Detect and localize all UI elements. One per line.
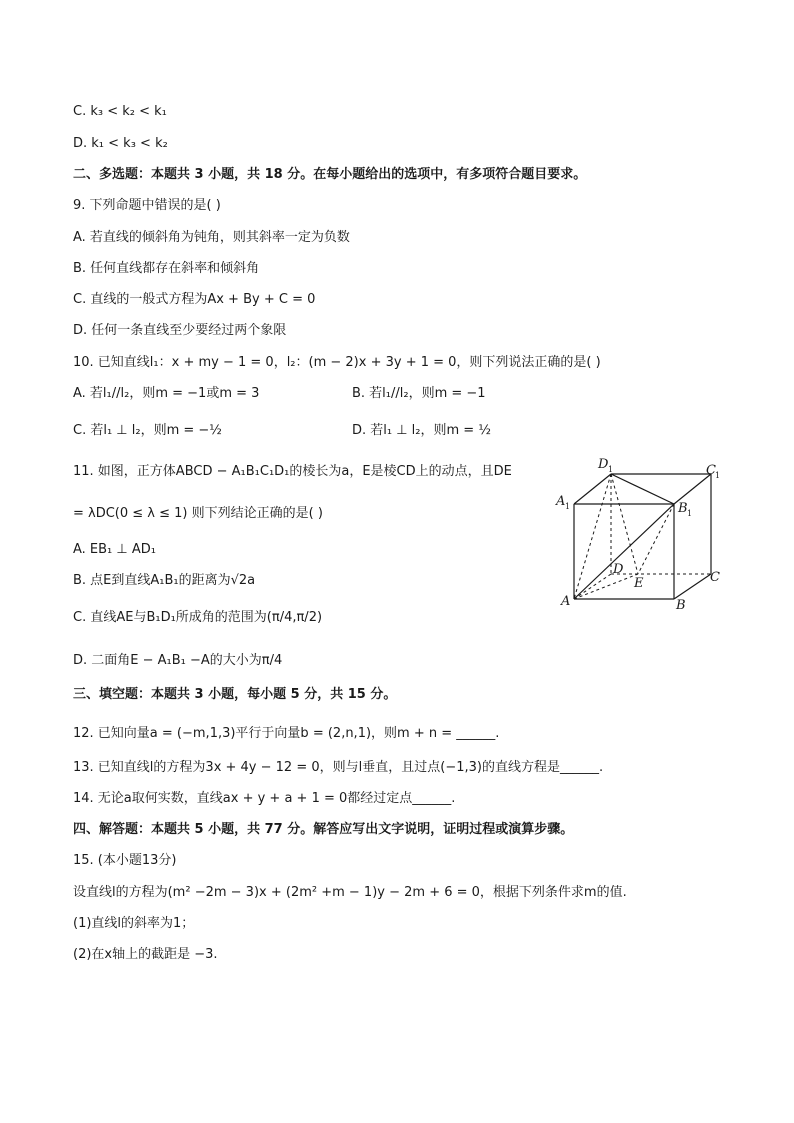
- q9-option-d: D. 任何一条直线至少要经过两个象限: [73, 323, 287, 338]
- option-c-q8: C. k₃ < k₂ < k₁: [73, 104, 167, 119]
- question-14: 14. 无论a取何实数，直线ax + y + a + 1 = 0都经过定点______.: [73, 791, 456, 806]
- section-fill-blank-heading: 三、填空题：本题共 3 小题，每小题 5 分，共 15 分。: [73, 687, 397, 702]
- section-multiple-choice-heading: 二、多选题：本题共 3 小题，共 18 分。在每小题给出的选项中，有多项符合题目要求。: [73, 167, 587, 182]
- q9-option-c: C. 直线的一般式方程为Ax + By + C = 0: [73, 292, 316, 307]
- label-a1-sub: 1: [565, 502, 571, 511]
- label-c1: C: [706, 463, 716, 478]
- q10-option-d: D. 若l₁ ⊥ l₂，则m = ½: [352, 423, 491, 438]
- question-15-part-1: (1)直线l的斜率为1；: [73, 916, 195, 931]
- q10-option-a: A. 若l₁//l₂，则m = −1或m = 3: [73, 386, 260, 401]
- question-12: 12. 已知向量a = (−m,1,3)平行于向量b = (2,n,1)，则m + n = ______.: [73, 726, 500, 741]
- q11-option-d: D. 二面角E − A₁B₁ −A的大小为π/4: [73, 653, 283, 668]
- question-15-description: 设直线l的方程为(m² −2m − 3)x + (2m² +m − 1)y − 2m + 6 = 0，根据下列条件求m的值.: [73, 885, 627, 900]
- cube-figure: [548, 452, 728, 617]
- question-15-title: 15. (本小题13分): [73, 853, 177, 868]
- question-11-line2: = λDC(0 ≤ λ ≤ 1) 则下列结论正确的是( ): [73, 506, 323, 521]
- label-d1: D: [598, 457, 609, 472]
- question-15-part-2: (2)在x轴上的截距是 −3.: [73, 947, 218, 962]
- label-e: E: [634, 576, 644, 591]
- label-d1-sub: 1: [608, 465, 614, 474]
- label-b1-sub: 1: [687, 509, 693, 518]
- q11-option-b: B. 点E到直线A₁B₁的距离为√2a: [73, 573, 256, 588]
- q9-option-b: B. 任何直线都存在斜率和倾斜角: [73, 261, 260, 276]
- question-13: 13. 已知直线l的方程为3x + 4y − 12 = 0，则与l垂直，且过点(−1,3)的直线方程是______.: [73, 760, 604, 775]
- label-a: A: [561, 594, 571, 609]
- q10-option-c: C. 若l₁ ⊥ l₂，则m = −½: [73, 423, 222, 438]
- q10-option-b: B. 若l₁//l₂，则m = −1: [352, 386, 486, 401]
- label-c1-sub: 1: [715, 471, 721, 480]
- question-9: 9. 下列命题中错误的是( ): [73, 198, 221, 213]
- q9-option-a: A. 若直线的倾斜角为钝角，则其斜率一定为负数: [73, 230, 350, 245]
- q11-option-c: C. 直线AE与B₁D₁所成角的范围为(π/4,π/2): [73, 610, 323, 625]
- label-b1: B: [678, 501, 688, 516]
- question-11-line1: 11. 如图，正方体ABCD − A₁B₁C₁D₁的棱长为a，E是棱CD上的动点，且DE: [73, 464, 512, 479]
- label-c: C: [710, 570, 720, 585]
- section-solution-heading: 四、解答题：本题共 5 小题，共 77 分。解答应写出文字说明，证明过程或演算步骤。: [73, 822, 574, 837]
- q11-option-a: A. EB₁ ⊥ AD₁: [73, 542, 156, 557]
- option-d-q8: D. k₁ < k₃ < k₂: [73, 136, 168, 151]
- label-d: D: [613, 562, 624, 577]
- label-a1: A: [556, 494, 566, 509]
- question-10: 10. 已知直线l₁：x + my − 1 = 0，l₂：(m − 2)x + 3y + 1 = 0，则下列说法正确的是( ): [73, 355, 601, 370]
- label-b: B: [676, 598, 686, 613]
